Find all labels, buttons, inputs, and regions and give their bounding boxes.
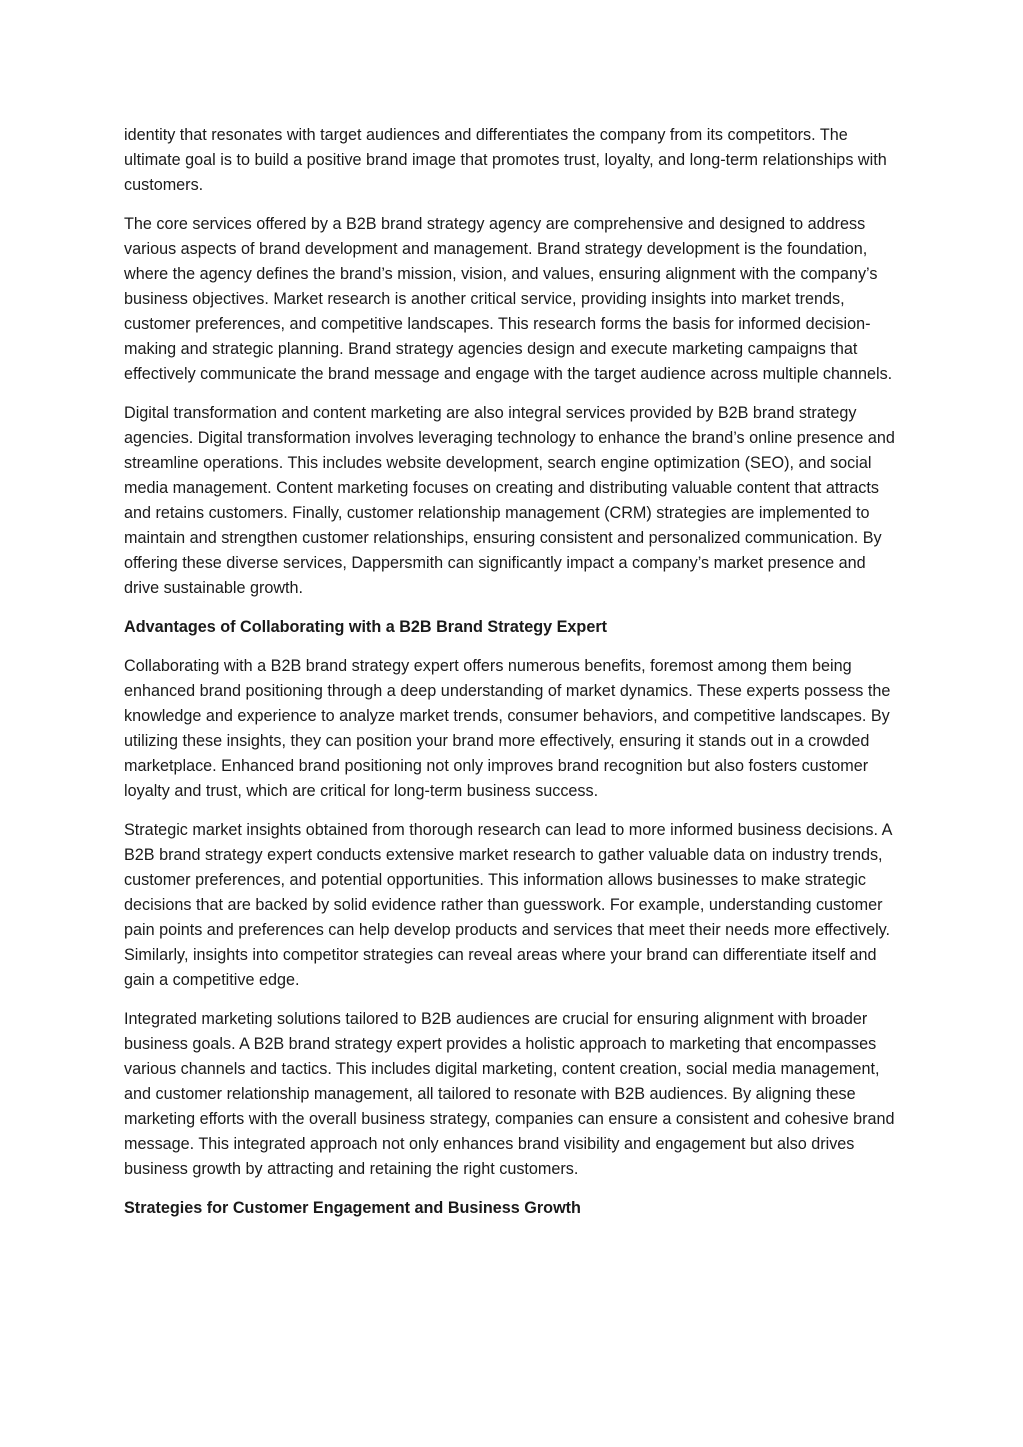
- paragraph-integrated-marketing: Integrated marketing solutions tailored to B2B audiences are crucial for ensuring alignment with broader business goals. A B2B brand strategy expert provides a holistic approach to marketing that encompasses various channels and tactics. This includes digital marketing, content creation, social media management, and customer relationship management, all tailored to resonate with B2B audiences. By aligning these marketing efforts with the overall business strategy, companies can ensure a consistent and cohesive brand message. This integrated approach not only enhances brand visibility and engagement but also drives business growth by attracting and retaining the right customers.: [124, 1010, 895, 1178]
- document-body: [124, 123, 900, 1235]
- section-heading-strategies: Strategies for Customer Engagement and Business Growth: [124, 1199, 581, 1217]
- paragraph-core-services: The core services offered by a B2B brand strategy agency are comprehensive and designed to address various aspects of brand development and management. Brand strategy development is the foundation, where the agency defines the brand’s mission, vision, and values, ensuring alignment with the company’s business objectives. Market research is another critical service, providing insights into market trends, customer preferences, and competitive landscapes. This research forms the basis for informed decision-making and strategic planning. Brand strategy agencies design and execute marketing campaigns that effectively communicate the brand message and engage with the target audience across multiple channels.: [124, 215, 893, 383]
- paragraph-brand-identity: identity that resonates with target audiences and differentiates the company from its competitors. The ultimate goal is to build a positive brand image that promotes trust, loyalty, and long-term relationships with customers.: [124, 126, 887, 194]
- paragraph-market-insights: Strategic market insights obtained from thorough research can lead to more informed business decisions. A B2B brand strategy expert conducts extensive market research to gather valuable data on industry trends, customer preferences, and potential opportunities. This information allows businesses to make strategic decisions that are backed by solid evidence rather than guesswork. For example, understanding customer pain points and preferences can help develop products and services that meet their needs more effectively. Similarly, insights into competitor strategies can reveal areas where your brand can differentiate itself and gain a competitive edge.: [124, 821, 892, 989]
- section-heading-advantages: Advantages of Collaborating with a B2B Brand Strategy Expert: [124, 618, 608, 636]
- paragraph-digital-transformation: Digital transformation and content marketing are also integral services provided by B2B brand strategy agencies. Digital transformation involves leveraging technology to enhance the brand’s online presence and streamline operations. This includes website development, search engine optimization (SEO), and social media management. Content marketing focuses on creating and distributing valuable content that attracts and retains customers. Finally, customer relationship management (CRM) strategies are implemented to maintain and strengthen customer relationships, ensuring consistent and personalized communication. By offering these diverse services, Dappersmith can significantly impact a company’s market presence and drive sustainable growth.: [124, 404, 895, 597]
- paragraph-brand-positioning: Collaborating with a B2B brand strategy expert offers numerous benefits, foremost among them being enhanced brand positioning through a deep understanding of market dynamics. These experts possess the knowledge and experience to analyze market trends, consumer behaviors, and competitive landscapes. By utilizing these insights, they can position your brand more effectively, ensuring it stands out in a crowded marketplace. Enhanced brand positioning not only improves brand recognition but also fosters customer loyalty and trust, which are critical for long-term business success.: [124, 657, 891, 800]
